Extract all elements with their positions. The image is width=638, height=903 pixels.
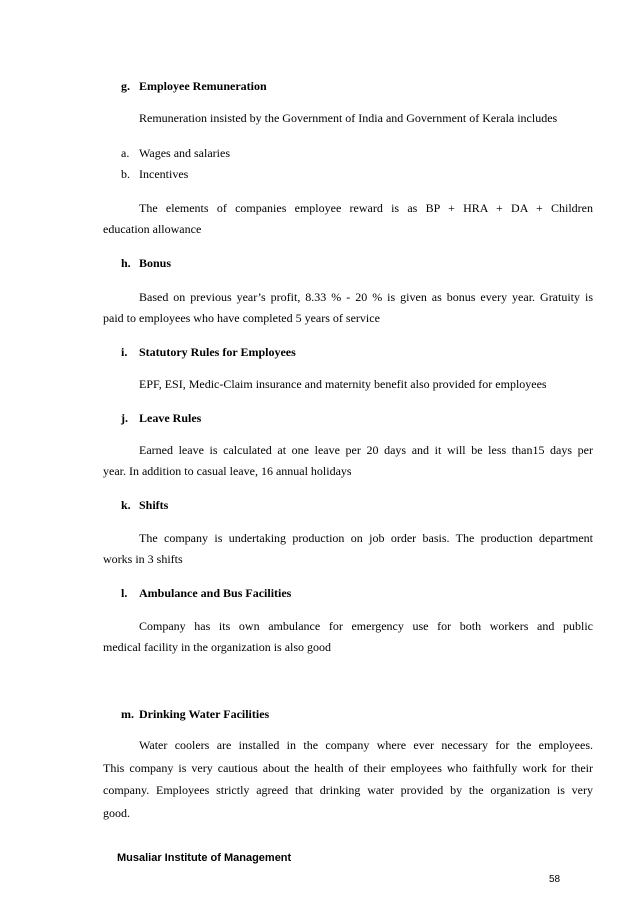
section-k-heading: Shifts xyxy=(139,498,169,512)
list-item-letter: b. xyxy=(121,167,130,181)
section-i-letter: i. xyxy=(121,345,128,359)
water-line2: This company is very cautious about the health of their employees who faithfully work for their xyxy=(103,761,593,775)
section-h-letter: h. xyxy=(121,256,131,270)
section-g-letter: g. xyxy=(121,79,130,93)
section-m-heading: Drinking Water Facilities xyxy=(139,707,270,721)
shifts-line2: works in 3 shifts xyxy=(103,552,183,566)
page-number: 58 xyxy=(549,874,561,885)
ambulance-line1: Company has its own ambulance for emergency use for both workers and public xyxy=(139,619,593,633)
section-k-letter: k. xyxy=(121,498,131,512)
list-item-letter: a. xyxy=(121,146,130,160)
list-item: Incentives xyxy=(139,167,189,181)
statutory-text: EPF, ESI, Medic-Claim insurance and maternity benefit also provided for employees xyxy=(139,377,547,391)
reward-elements-line1: The elements of companies employee reward is as BP + HRA + DA + Children xyxy=(139,201,593,215)
shifts-line1: The company is undertaking production on job order basis. The production department xyxy=(139,531,593,545)
section-j-heading: Leave Rules xyxy=(139,411,202,425)
section-j-letter: j. xyxy=(121,411,128,425)
bonus-line1: Based on previous year’s profit, 8.33 % - 20 % is given as bonus every year. Gratuity is xyxy=(139,290,593,304)
water-line4: good. xyxy=(103,806,130,820)
section-i-heading: Statutory Rules for Employees xyxy=(139,345,296,359)
section-g-heading: Employee Remuneration xyxy=(139,79,267,93)
section-m-letter: m. xyxy=(121,707,134,721)
section-l-heading: Ambulance and Bus Facilities xyxy=(139,586,292,600)
bonus-line2: paid to employees who have completed 5 years of service xyxy=(103,311,380,325)
leave-line2: year. In addition to casual leave, 16 annual holidays xyxy=(103,464,352,478)
reward-elements-line2: education allowance xyxy=(103,222,202,236)
remuneration-intro: Remuneration insisted by the Government of India and Government of Kerala includes xyxy=(139,111,558,125)
water-line1: Water coolers are installed in the company where ever necessary for the employees. xyxy=(139,738,593,752)
footer-institute: Musaliar Institute of Management xyxy=(117,852,292,864)
list-item: Wages and salaries xyxy=(139,146,230,160)
section-l-letter: l. xyxy=(121,586,128,600)
water-line3: company. Employees strictly agreed that drinking water provided by the organization is very xyxy=(103,783,593,797)
ambulance-line2: medical facility in the organization is also good xyxy=(103,640,332,654)
section-h-heading: Bonus xyxy=(139,256,172,270)
leave-line1: Earned leave is calculated at one leave per 20 days and it will be less than15 days per xyxy=(139,443,593,457)
